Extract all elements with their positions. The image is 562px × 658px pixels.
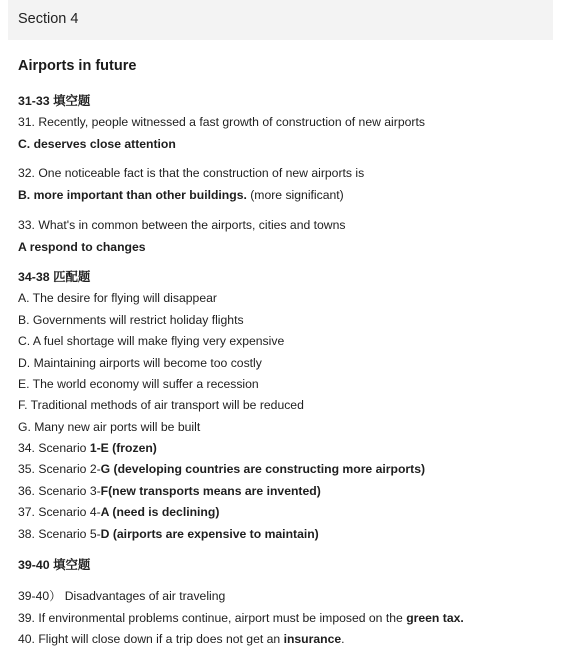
answer-38-value: D (airports are expensive to maintain) [100,527,319,541]
answer-35-prefix: 35. Scenario 2- [18,462,101,476]
section-label: Section 4 [18,11,79,27]
question-32-answer: B. more important than other buildings. [18,188,247,202]
answer-38 [18,526,319,542]
option-e: E. The world economy will suffer a recession [18,377,259,391]
question-40-text: 40. Flight will close down if a trip does not get an [18,632,284,646]
answer-37-prefix: 37. Scenario 4- [18,505,101,519]
answer-34 [18,440,157,456]
page-title: Airports in future [18,58,137,74]
question-32-answer-line [18,187,344,203]
answer-35 [18,461,425,477]
question-33-answer: A respond to changes [18,240,146,254]
option-c: C. A fuel shortage will make flying very expensive [18,334,285,348]
question-40-suffix: . [341,632,345,646]
answer-34-value: 1-E (frozen) [89,441,157,455]
answer-35-value: G (developing countries are constructing more airports) [100,462,426,476]
answer-37-value: A (need is declining) [100,505,220,519]
question-39-answer: green tax. [406,611,464,625]
answer-36-value: F(new transports means are invented) [100,484,321,498]
question-39-text: 39. If environmental problems continue, airport must be imposed on the [18,611,407,625]
question-32-note: (more significant) [246,188,344,202]
answer-38-prefix: 38. Scenario 5- [18,527,101,541]
option-f: F. Traditional methods of air transport will be reduced [18,398,304,412]
part2-heading: 34-38 匹配题 [18,270,91,284]
answer-36 [18,483,321,499]
option-d: D. Maintaining airports will become too costly [18,356,262,370]
question-32-text: 32. One noticeable fact is that the construction of new airports is [18,166,365,180]
answer-36-prefix: 36. Scenario 3- [18,484,101,498]
question-31-text: 31. Recently, people witnessed a fast growth of construction of new airports [18,115,425,129]
part3-intro: 39-40） Disadvantages of air traveling [18,589,226,603]
part1-heading: 31-33 填空题 [18,94,91,108]
option-g: G. Many new air ports will be built [18,420,201,434]
question-40-answer: insurance [283,632,342,646]
question-33-text: 33. What's in common between the airports, cities and towns [18,218,346,232]
answer-37 [18,504,219,520]
section-header-bar [8,0,553,40]
part3-heading: 39-40 填空题 [18,558,91,572]
option-a: A. The desire for flying will disappear [18,291,217,305]
question-31-answer: C. deserves close attention [18,137,176,151]
answer-34-prefix: 34. Scenario [18,441,90,455]
question-40 [18,631,345,647]
question-39 [18,610,464,626]
option-b: B. Governments will restrict holiday flights [18,313,244,327]
